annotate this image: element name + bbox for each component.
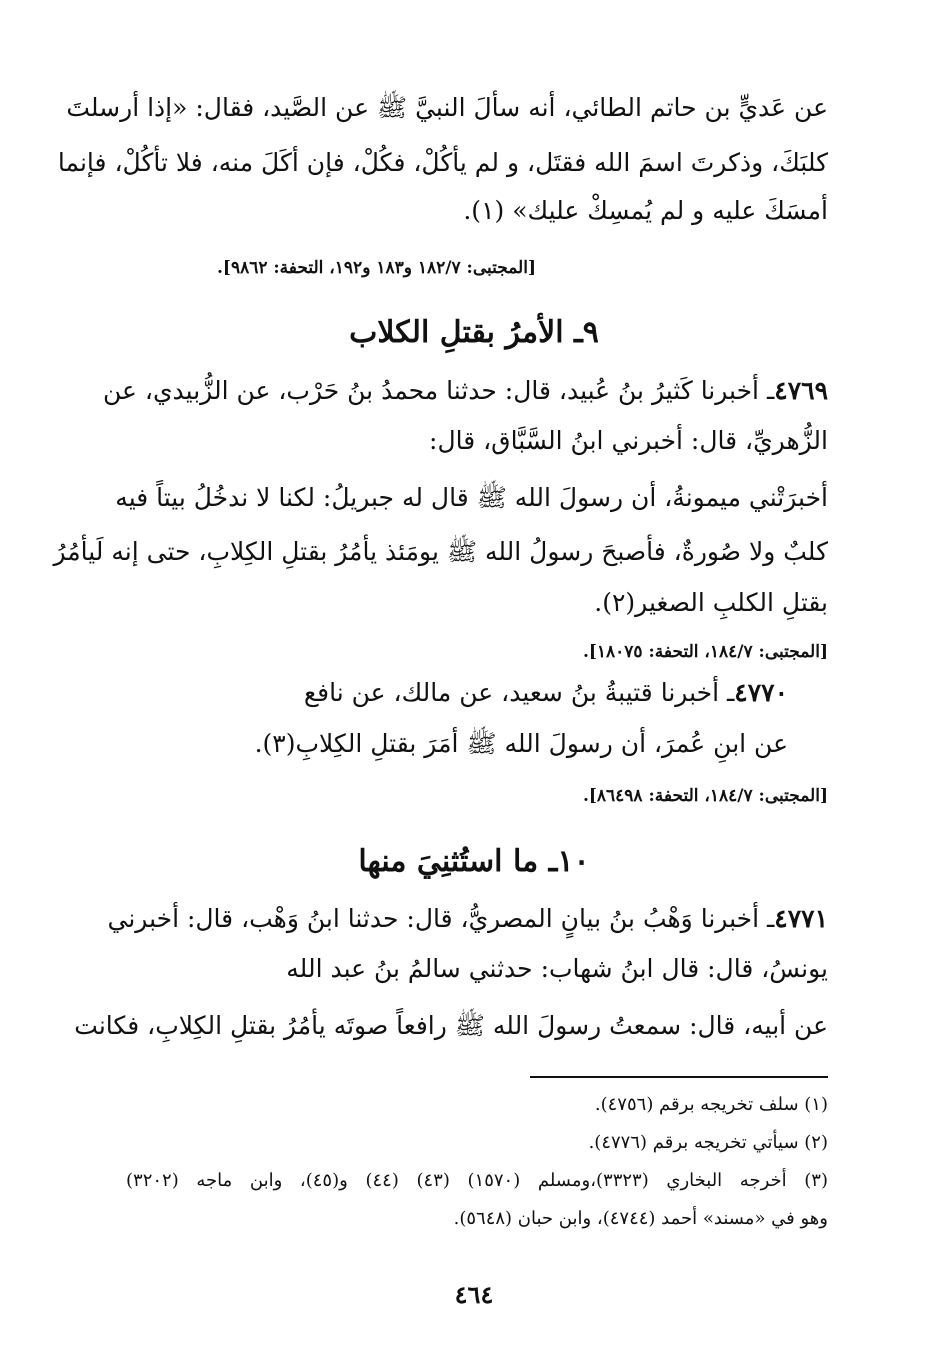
reference-note: [المجتبى: ١٨٢/٧ و١٨٣ و١٩٢، التحفة: ٩٨٦٢]. (216, 258, 536, 278)
text-line: أخبرَتْني ميمونةُ، أن رسولَ الله ﷺ قال له جبريلُ: لكنا لا ندخُلُ بيتاً فيه (115, 483, 828, 512)
text-line: كلبٌ ولا صُورةٌ، فأصبحَ رسولُ الله ﷺ يومَئذ يأمُرُ بقتلِ الكِلابِ، حتى إنه لَيأمُرُ (53, 537, 828, 566)
hadith-4770-line1 (304, 678, 788, 707)
reference-note: [المجتبى: ١٨٤/٧، التحفة: ١٨٠٧٥]. (582, 642, 828, 662)
reference-note: [المجتبى: ١٨٤/٧، التحفة: ٨٦٤٩٨]. (582, 786, 828, 806)
hadith-number: ٤٧٧٠ (734, 678, 788, 707)
text-line: بقتلِ الكلبِ الصغير(٢). (594, 588, 828, 617)
text-line: الزُّهريِّ، قال: أخبرني ابنُ السَّبَّاق، قال: (429, 426, 828, 455)
footnote: (١) سلف تخريجه برقم (٤٧٥٦). (594, 1094, 828, 1115)
hadith-4769-line1 (103, 376, 828, 405)
text-line: أمسَكَ عليه و لم يُمسِكْ عليك» (١). (463, 196, 828, 225)
hadith-number: ٤٧٦٩ (774, 376, 828, 405)
footnote: (٣) أخرجه البخاري (٣٣٢٣)،ومسلم (١٥٧٠) (٤٣) (٤٤) و(٤٥)، وابن ماجه (٣٢٠٢) (126, 1170, 828, 1191)
page-number: ٤٦٤ (454, 1280, 494, 1309)
text-line: عن ابنِ عُمرَ، أن رسولَ الله ﷺ أمَرَ بقتلِ الكِلابِ(٣). (254, 729, 788, 758)
hadith-text: ـ أخبرنا قتيبةُ بنُ سعيد، عن مالك، عن نافع (303, 678, 735, 707)
hadith-text: ـ أخبرنا كَثيرُ بنُ عُبيد، قال: حدثنا محمدُ بنُ حَرْب، عن الزُّبيدي، عن (103, 376, 775, 405)
text-line: عن أبيه، قال: سمعتُ رسولَ الله ﷺ رافعاً صوتَه يأمُرُ بقتلِ الكِلابِ، فكانت (74, 1011, 828, 1040)
footnote: وهو في «مسند» أحمد (٤٧٤٤)، وابن حبان (٥٦٤٨). (453, 1208, 828, 1229)
hadith-4771-line1 (107, 904, 828, 933)
hadith-text: ـ أخبرنا وَهْبُ بنُ بيانٍ المصريُّ، قال: حدثنا ابنُ وَهْب، قال: أخبرني (107, 904, 775, 933)
text-line: كلبَكَ، وذكرتَ اسمَ الله فقتَل، و لم يأكُلْ، فكُلْ، فإن أكَلَ منه، فلا تأكُلْ، فإنما (57, 148, 828, 177)
text-line: عن عَديٍّ بن حاتم الطائي، أنه سألَ النبيَّ ﷺ عن الصَّيد، فقال: «إذا أرسلتَ (66, 93, 828, 122)
footnote-separator (530, 1076, 828, 1078)
hadith-number: ٤٧٧١ (774, 904, 828, 933)
section-heading: ١٠ـ ما استُثنِيَ منها (358, 844, 590, 879)
text-line: يونسُ، قال: قال ابنُ شهاب: حدثني سالمُ بنُ عبد الله (286, 954, 828, 983)
footnote: (٢) سيأتي تخريجه برقم (٤٧٧٦). (588, 1132, 828, 1153)
section-heading: ٩ـ الأمرُ بقتلِ الكلاب (349, 315, 599, 350)
